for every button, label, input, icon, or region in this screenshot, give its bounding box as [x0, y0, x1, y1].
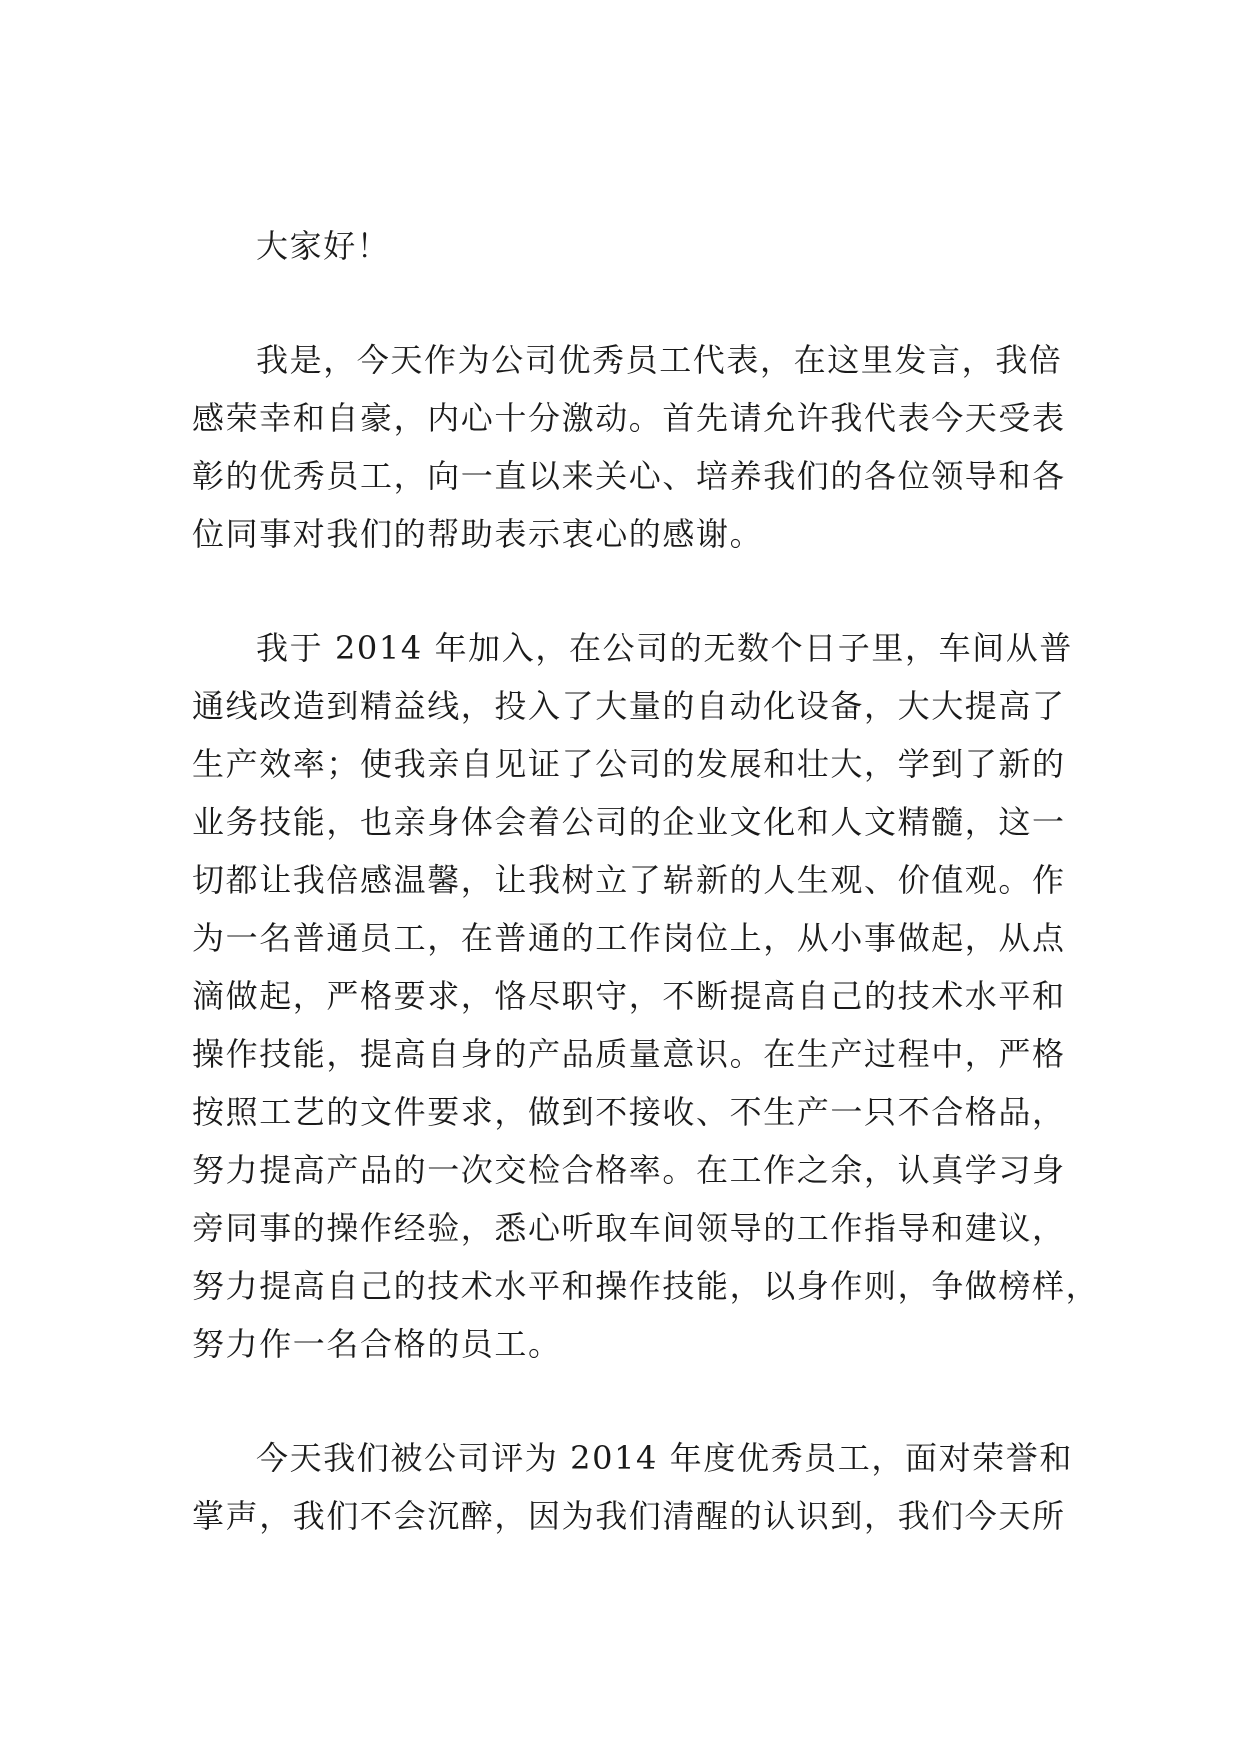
paragraph-line: 位同事对我们的帮助表示衷心的感谢。: [192, 515, 764, 553]
paragraph-line: 生产效率；使我亲自见证了公司的发展和壮大，学到了新的: [192, 745, 1066, 783]
paragraph-line: 切都让我倍感温馨，让我树立了崭新的人生观、价值观。作: [192, 861, 1066, 899]
paragraph-line: 我是，今天作为公司优秀员工代表，在这里发言，我倍: [256, 341, 1063, 379]
paragraph-line: 努力提高自己的技术水平和操作技能，以身作则，争做榜样，: [192, 1267, 1100, 1305]
paragraph-line: 努力作一名合格的员工。: [192, 1325, 562, 1363]
paragraph-line: 滴做起，严格要求，恪尽职守，不断提高自己的技术水平和: [192, 977, 1066, 1015]
paragraph-line: 为一名普通员工，在普通的工作岗位上，从小事做起，从点: [192, 919, 1066, 957]
paragraph-line: 今天我们被公司评为 2014 年度优秀员工，面对荣誉和: [256, 1439, 1073, 1477]
paragraph-line: 操作技能，提高自身的产品质量意识。在生产过程中，严格: [192, 1035, 1066, 1073]
paragraph-line: 彰的优秀员工，向一直以来关心、培养我们的各位领导和各: [192, 457, 1066, 495]
paragraph-line: 业务技能，也亲身体会着公司的企业文化和人文精髓，这一: [192, 803, 1066, 841]
paragraph-line: 我于 2014 年加入，在公司的无数个日子里，车间从普: [256, 629, 1073, 667]
paragraph-line: 按照工艺的文件要求，做到不接收、不生产一只不合格品，: [192, 1093, 1066, 1131]
greeting: 大家好！: [256, 227, 391, 265]
paragraph-line: 旁同事的操作经验，悉心听取车间领导的工作指导和建议，: [192, 1209, 1066, 1247]
paragraph-line: 努力提高产品的一次交检合格率。在工作之余，认真学习身: [192, 1151, 1066, 1189]
paragraph-line: 掌声，我们不会沉醉，因为我们清醒的认识到，我们今天所: [192, 1497, 1066, 1535]
paragraph-line: 感荣幸和自豪，内心十分激动。首先请允许我代表今天受表: [192, 399, 1066, 437]
paragraph-line: 通线改造到精益线，投入了大量的自动化设备，大大提高了: [192, 687, 1066, 725]
